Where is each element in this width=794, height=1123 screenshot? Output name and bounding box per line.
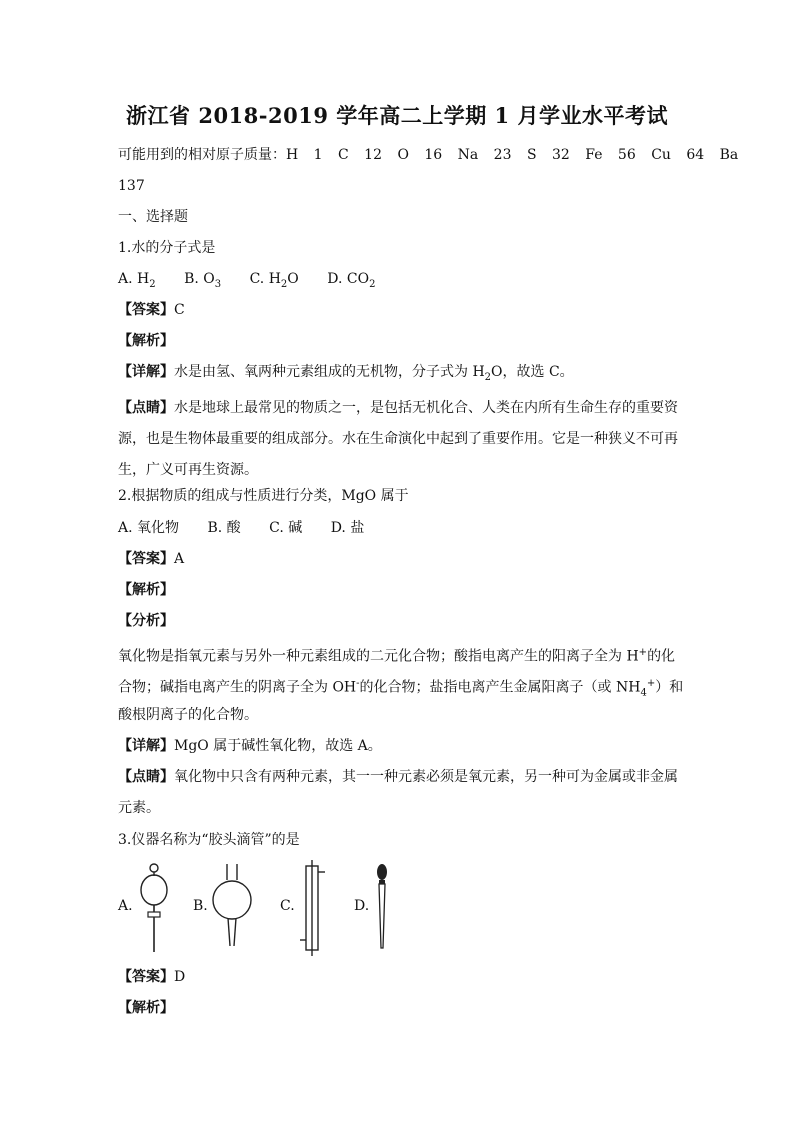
q2-option-c: C. 碱 <box>269 520 303 536</box>
q2-options <box>118 518 388 538</box>
q2-option-b: B. 酸 <box>207 520 241 536</box>
q2-option-d: D. 盐 <box>330 520 365 536</box>
q1-option-a: A. $H_2$ <box>118 271 156 290</box>
q3-option-d-label: D. <box>354 898 370 914</box>
q1-stem: 1.水的分子式是 <box>118 240 216 256</box>
q2-detail: 【详解】MgO 属于碱性氧化物，故选 A。 <box>118 738 382 754</box>
q1-options <box>118 269 399 295</box>
round-flask-icon <box>210 862 254 950</box>
section-heading: 一、选择题 <box>118 209 188 225</box>
q2-fenxi-line-2: 合物；碱指电离产生的阴离子全为 OH-的化合物；盐指电离产生金属阳离子（或 $NH_4^+$）和 <box>118 678 684 699</box>
atomic-mass-values: H 1 C 12 O 16 Na 23 S 32 Fe 56 Cu 64 Ba <box>286 147 739 163</box>
q3-analysis-tag: 【解析】 <box>118 1000 174 1016</box>
q3-answer: 【答案】D <box>118 969 186 985</box>
q1-option-c: C. $H_2O$ <box>249 271 299 290</box>
q1-comment: 【点睛】水是地球上最常见的物质之一，是包括无机化合、人类在内所有生命生存的重要资源，也是生物体最重要的组成部分。水在生命演化中起到了重要作用。它是一种狭义不可再生，广义可再生资源。 <box>118 400 678 478</box>
q2-stem: 2.根据物质的组成与性质进行分类，MgO 属于 <box>118 488 409 504</box>
page-title: 浙江省 2018-2019 学年高二上学期 1 月学业水平考试 <box>126 103 668 128</box>
q2-answer: 【答案】A <box>118 551 185 567</box>
atomic-mass-label: 可能用到的相对原子质量： <box>118 147 286 163</box>
condenser-icon <box>298 858 328 958</box>
dropper-icon <box>372 862 392 952</box>
q2-fenxi-line-1: 氧化物是指氧元素与另外一种元素组成的二元化合物；酸指电离产生的阳离子全为 H+的化 <box>118 647 676 665</box>
q2-option-a: A. 氧化物 <box>118 520 180 536</box>
atomic-mass-overflow: 137 <box>118 178 145 194</box>
atomic-mass-line <box>118 145 738 165</box>
q3-stem: 3.仪器名称为“胶头滴管”的是 <box>118 832 300 848</box>
q2-comment-line-1: 【点睛】氧化物中只含有两种元素，其一一种元素必须是氧元素，另一种可为金属或非金属 <box>118 769 678 785</box>
q1-option-b: B. $O_3$ <box>184 271 222 290</box>
q1-answer: 【答案】C <box>118 302 185 318</box>
separatory-funnel-icon <box>136 860 172 956</box>
q2-fenxi-tag: 【分析】 <box>118 613 174 629</box>
q3-option-a-label: A. <box>118 898 133 914</box>
q3-option-b-label: B. <box>193 898 208 914</box>
q2-comment-line-2: 元素。 <box>118 800 160 816</box>
q2-fenxi-line-3: 酸根阴离子的化合物。 <box>118 707 258 723</box>
q1-analysis-tag: 【解析】 <box>118 333 174 349</box>
q1-option-d: D. $CO_2$ <box>327 271 376 290</box>
q2-analysis-tag: 【解析】 <box>118 582 174 598</box>
q1-detail: 【详解】水是由氢、氧两种元素组成的无机物，分子式为 $H_2O$，故选 C。 <box>118 364 574 383</box>
q3-option-c-label: C. <box>280 898 295 914</box>
